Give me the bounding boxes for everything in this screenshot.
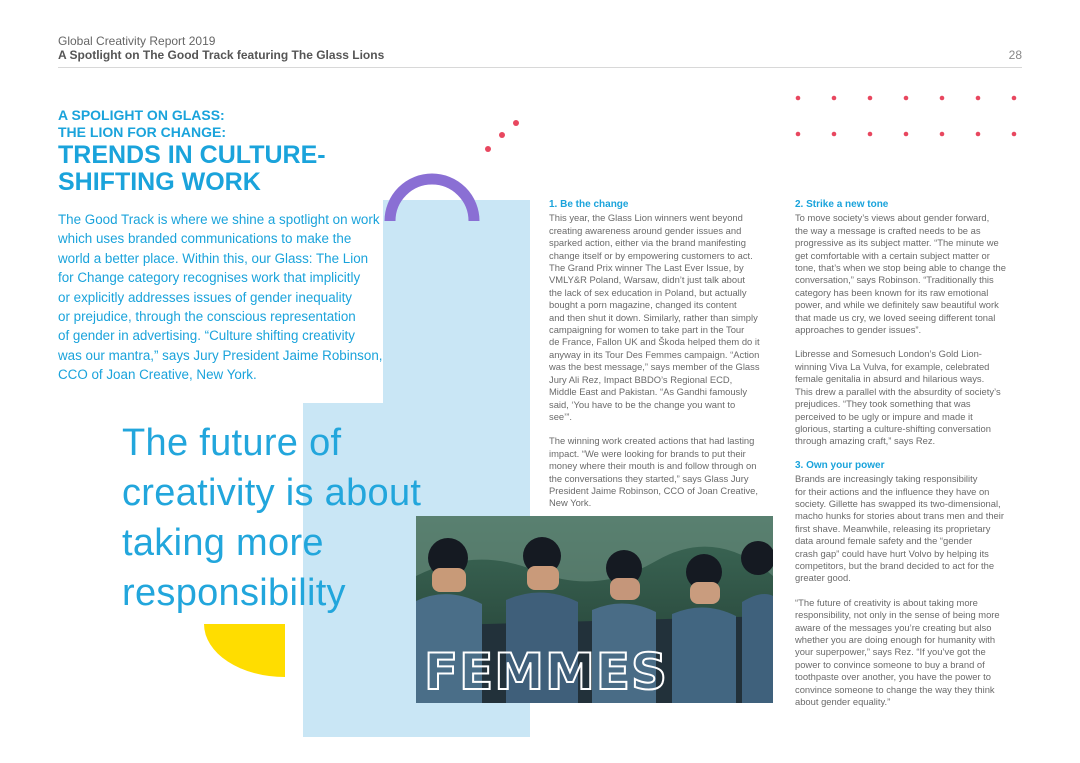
body-line: New York. <box>549 497 592 509</box>
body-line: the way a message is crafted needs to be as <box>795 224 981 236</box>
intro-line: for Change category recognises work that implicitly <box>58 270 361 286</box>
body-line: power to convince someone to buy a brand of <box>795 658 985 670</box>
body-line: bought a porn magazine, changed its content <box>549 299 737 311</box>
column-one <box>549 199 779 510</box>
headline-line: TRENDS IN CULTURE- <box>58 141 326 169</box>
body-line: data around female safety and the “gender <box>795 535 973 547</box>
body-line: Libresse and Somesuch London’s Gold Lion- <box>795 348 982 360</box>
intro-line: was our mantra,” says Jury President Jaime Robinson, <box>58 347 383 363</box>
kicker-line: A SPOLIGHT ON GLASS: <box>58 107 225 123</box>
body-line: get comfortable with a certain subject matter or <box>795 249 990 261</box>
body-line: category has been known for its raw emotional <box>795 286 989 298</box>
body-line: This drew a parallel with the absurdity of society’s <box>795 385 1001 397</box>
red-dots-decoration <box>480 115 530 160</box>
body-line: “The future of creativity is about taking more <box>795 596 978 608</box>
section-heading: 1. Be the change <box>549 199 629 210</box>
body-line: tone, that’s when we stop being able to change the <box>795 262 1006 274</box>
body-line: sparked action, either via the brand manifesting <box>549 237 746 249</box>
body-line: about gender equality.” <box>795 696 891 708</box>
body-line: change itself or by empowering customers to act. <box>549 249 753 261</box>
femmes-overlay-text: FEMMES <box>424 643 668 701</box>
pull-quote-line: responsibility <box>122 572 346 614</box>
page-number: 28 <box>1008 48 1022 62</box>
body-line: aware of the messages you’re creating but also <box>795 621 992 633</box>
body-line: President Jaime Robinson, CCO of Joan Creative, <box>549 484 758 496</box>
body-line: de France, Fallon UK and Škoda helped them do it <box>549 336 760 348</box>
body-line: Middle East and Pakistan. “As Gandhi famously <box>549 386 748 398</box>
body-line: progressive as its subject matter. “The minute we <box>795 237 999 249</box>
body-line: said, ‘You have to be the change you want to <box>549 398 736 410</box>
body-line: prejudices. “They took something that was <box>795 398 971 410</box>
body-line: society. Gillette has swapped its two-dimensional, <box>795 497 1001 509</box>
body-line: greater good. <box>795 572 851 584</box>
body-line: for their actions and the influence they have on <box>795 485 990 497</box>
body-line: the lack of sex education in Poland, but actually <box>549 286 747 298</box>
body-line: toothpaste over another, you have the power to <box>795 671 991 683</box>
pull-quote <box>122 418 421 618</box>
body-line: that made us cry, we loved seeing different tonal <box>795 311 996 323</box>
body-line: crash gap” could have hurt Volvo by helping its <box>795 547 989 559</box>
body-line: competitors, but the brand decided to act for the <box>795 559 995 571</box>
body-line: perceived to be ugly or impure and made it <box>795 410 973 422</box>
body-line: responsibility, not only in the sense of being more <box>795 609 1000 621</box>
body-line: conversation,” says Robinson. “Traditionally this <box>795 274 994 286</box>
body-line: and then shut it down. Similarly, rather than simply <box>549 311 758 323</box>
red-dots-grid-decoration <box>792 92 1024 142</box>
intro-line: world a better place. Within this, our Glass: The Lion <box>58 250 369 266</box>
cyclists-photo <box>416 516 773 703</box>
intro-paragraph <box>58 210 388 385</box>
body-line: female genitalia in absurd and hilarious ways. <box>795 373 985 385</box>
body-line: creating awareness around gender issues and <box>549 224 742 236</box>
intro-line: CCO of Joan Creative, New York. <box>58 367 257 383</box>
headline-line: SHIFTING WORK <box>58 168 261 196</box>
body-line: approaches to gender issues”. <box>795 324 922 336</box>
intro-line: which uses branded communications to make the <box>58 231 352 247</box>
header-divider <box>58 67 1022 68</box>
body-line: first shave. Meanwhile, releasing its proprietary <box>795 522 991 534</box>
section-title: A Spotlight on The Good Track featuring The Glass Lions <box>58 48 385 62</box>
body-line: convince someone to change the way they think <box>795 683 995 695</box>
body-line: winning Viva La Vulva, for example, celebrated <box>795 360 990 372</box>
body-line: power, and while we definitely saw beautiful work <box>795 299 999 311</box>
report-title: Global Creativity Report 2019 <box>58 34 216 48</box>
body-line: through amazing craft,” says Rez. <box>795 435 936 447</box>
page-headline <box>58 142 326 196</box>
pull-quote-line: The future of <box>122 422 342 464</box>
body-line: VMLY&R Poland, Warsaw, didn’t just talk about <box>549 274 745 286</box>
body-line: Brands are increasingly taking responsibility <box>795 473 978 485</box>
body-line: campaigning for women to take part in the Tour <box>549 324 745 336</box>
body-line: glorious, starting a culture-shifting conversation <box>795 422 991 434</box>
intro-line: The Good Track is where we shine a spotlight on work <box>58 212 380 227</box>
section-heading: 3. Own your power <box>795 459 885 471</box>
purple-arc-decoration <box>384 171 480 223</box>
section-heading: 2. Strike a new tone <box>795 199 889 210</box>
body-line: anyway in its Tour Des Femmes campaign. “Action <box>549 348 760 360</box>
body-line: The Grand Prix winner The Last Ever Issue, by <box>549 262 744 274</box>
yellow-quarter-circle-decoration <box>204 624 286 678</box>
kicker-line: THE LION FOR CHANGE: <box>58 124 226 140</box>
kicker-heading <box>58 107 226 141</box>
pull-quote-line: creativity is about <box>122 472 422 514</box>
column-two <box>795 199 1025 708</box>
body-line: the conversations they started,” says Glass Jury <box>549 472 749 484</box>
body-line: To move society’s views about gender forward, <box>795 212 990 224</box>
body-line: macho hunks for stories about trans men and their <box>795 510 1004 522</box>
body-line: whether you are doing enough for humanity with <box>795 634 996 645</box>
body-line: This year, the Glass Lion winners went beyond <box>549 212 743 224</box>
intro-line: of gender in advertising. “Culture shifting creativity <box>58 328 355 344</box>
body-line: The winning work created actions that had lasting <box>549 435 755 447</box>
intro-line: or explicitly addresses issues of gender inequality <box>58 289 353 305</box>
intro-line: or prejudice, through the conscious representation <box>58 309 356 325</box>
pull-quote-line: taking more <box>122 522 324 564</box>
body-line: was the best message,” says member of the Glass <box>549 361 760 373</box>
body-line: see’”. <box>549 410 572 422</box>
body-line: your superpower,” says Rez. “If you’ve got the <box>795 646 986 658</box>
body-line: Jury Ali Rez, Impact BBDO’s Regional ECD, <box>549 373 733 385</box>
body-line: impact. “We were looking for brands to put their <box>549 447 746 459</box>
body-line: money where their mouth is and follow through on <box>549 460 757 472</box>
